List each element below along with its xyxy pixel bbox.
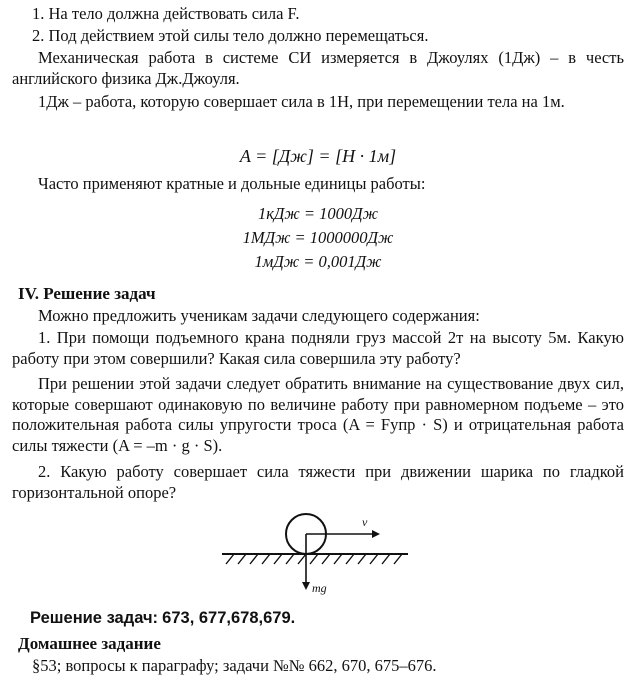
multiple-mj: 1МДж = 1000000Дж: [242, 228, 394, 247]
task-2: 2. Какую работу совершает сила тяжести при движении шарика по гладкой горизонтальной опоре?: [12, 462, 624, 502]
homework-text: §53; вопросы к параграфу; задачи №№ 662, 670, 675–676.: [32, 656, 437, 675]
solve-label: Решение задач:: [30, 609, 159, 627]
condition-2: 2. Под действием этой силы тело должно перемещаться.: [32, 26, 429, 45]
task-1-explanation: При решении этой задачи следует обратить внимание на существование двух сил, которые совершают одинаковую по величине работу при равномерном подъеме – это положительная работа силы упругости троса (A = Fупр · S) и отрицательная работа силы тяжести (A = –m · g · S).: [12, 374, 624, 455]
ball-on-surface-figure: [212, 508, 412, 598]
solve-list: 673, 677,678,679.: [162, 609, 296, 627]
gravity-label: mg: [312, 581, 327, 595]
multiples-intro: Часто применяют кратные и дольные единицы работы:: [38, 174, 426, 193]
joule-definition-paragraph: 1Дж – работа, которую совершает сила в 1Н, при перемещении тела на 1м.: [38, 92, 565, 111]
condition-1: 1. На тело должна действовать сила F.: [32, 4, 300, 23]
unit-formula: A = [Дж] = [Н · 1м]: [239, 146, 397, 166]
multiple-millij: 1мДж = 0,001Дж: [254, 252, 382, 271]
section-heading: IV. Решение задач: [18, 284, 156, 303]
si-unit-paragraph: Механическая работа в системе СИ измеряется в Джоулях (1Дж) – в честь английского физика Дж.Джоуля.: [12, 48, 624, 88]
velocity-label: v: [362, 515, 368, 529]
tasks-intro: Можно предложить ученикам задачи следующего содержания:: [38, 306, 480, 325]
multiple-kj: 1кДж = 1000Дж: [257, 204, 379, 223]
solve-line: [30, 608, 634, 629]
task-1: 1. При помощи подъемного крана подняли груз массой 2т на высоту 5м. Какую работу при этом совершили? Какая сила совершила эту работу?: [12, 328, 624, 368]
homework-heading: Домашнее задание: [18, 634, 161, 653]
